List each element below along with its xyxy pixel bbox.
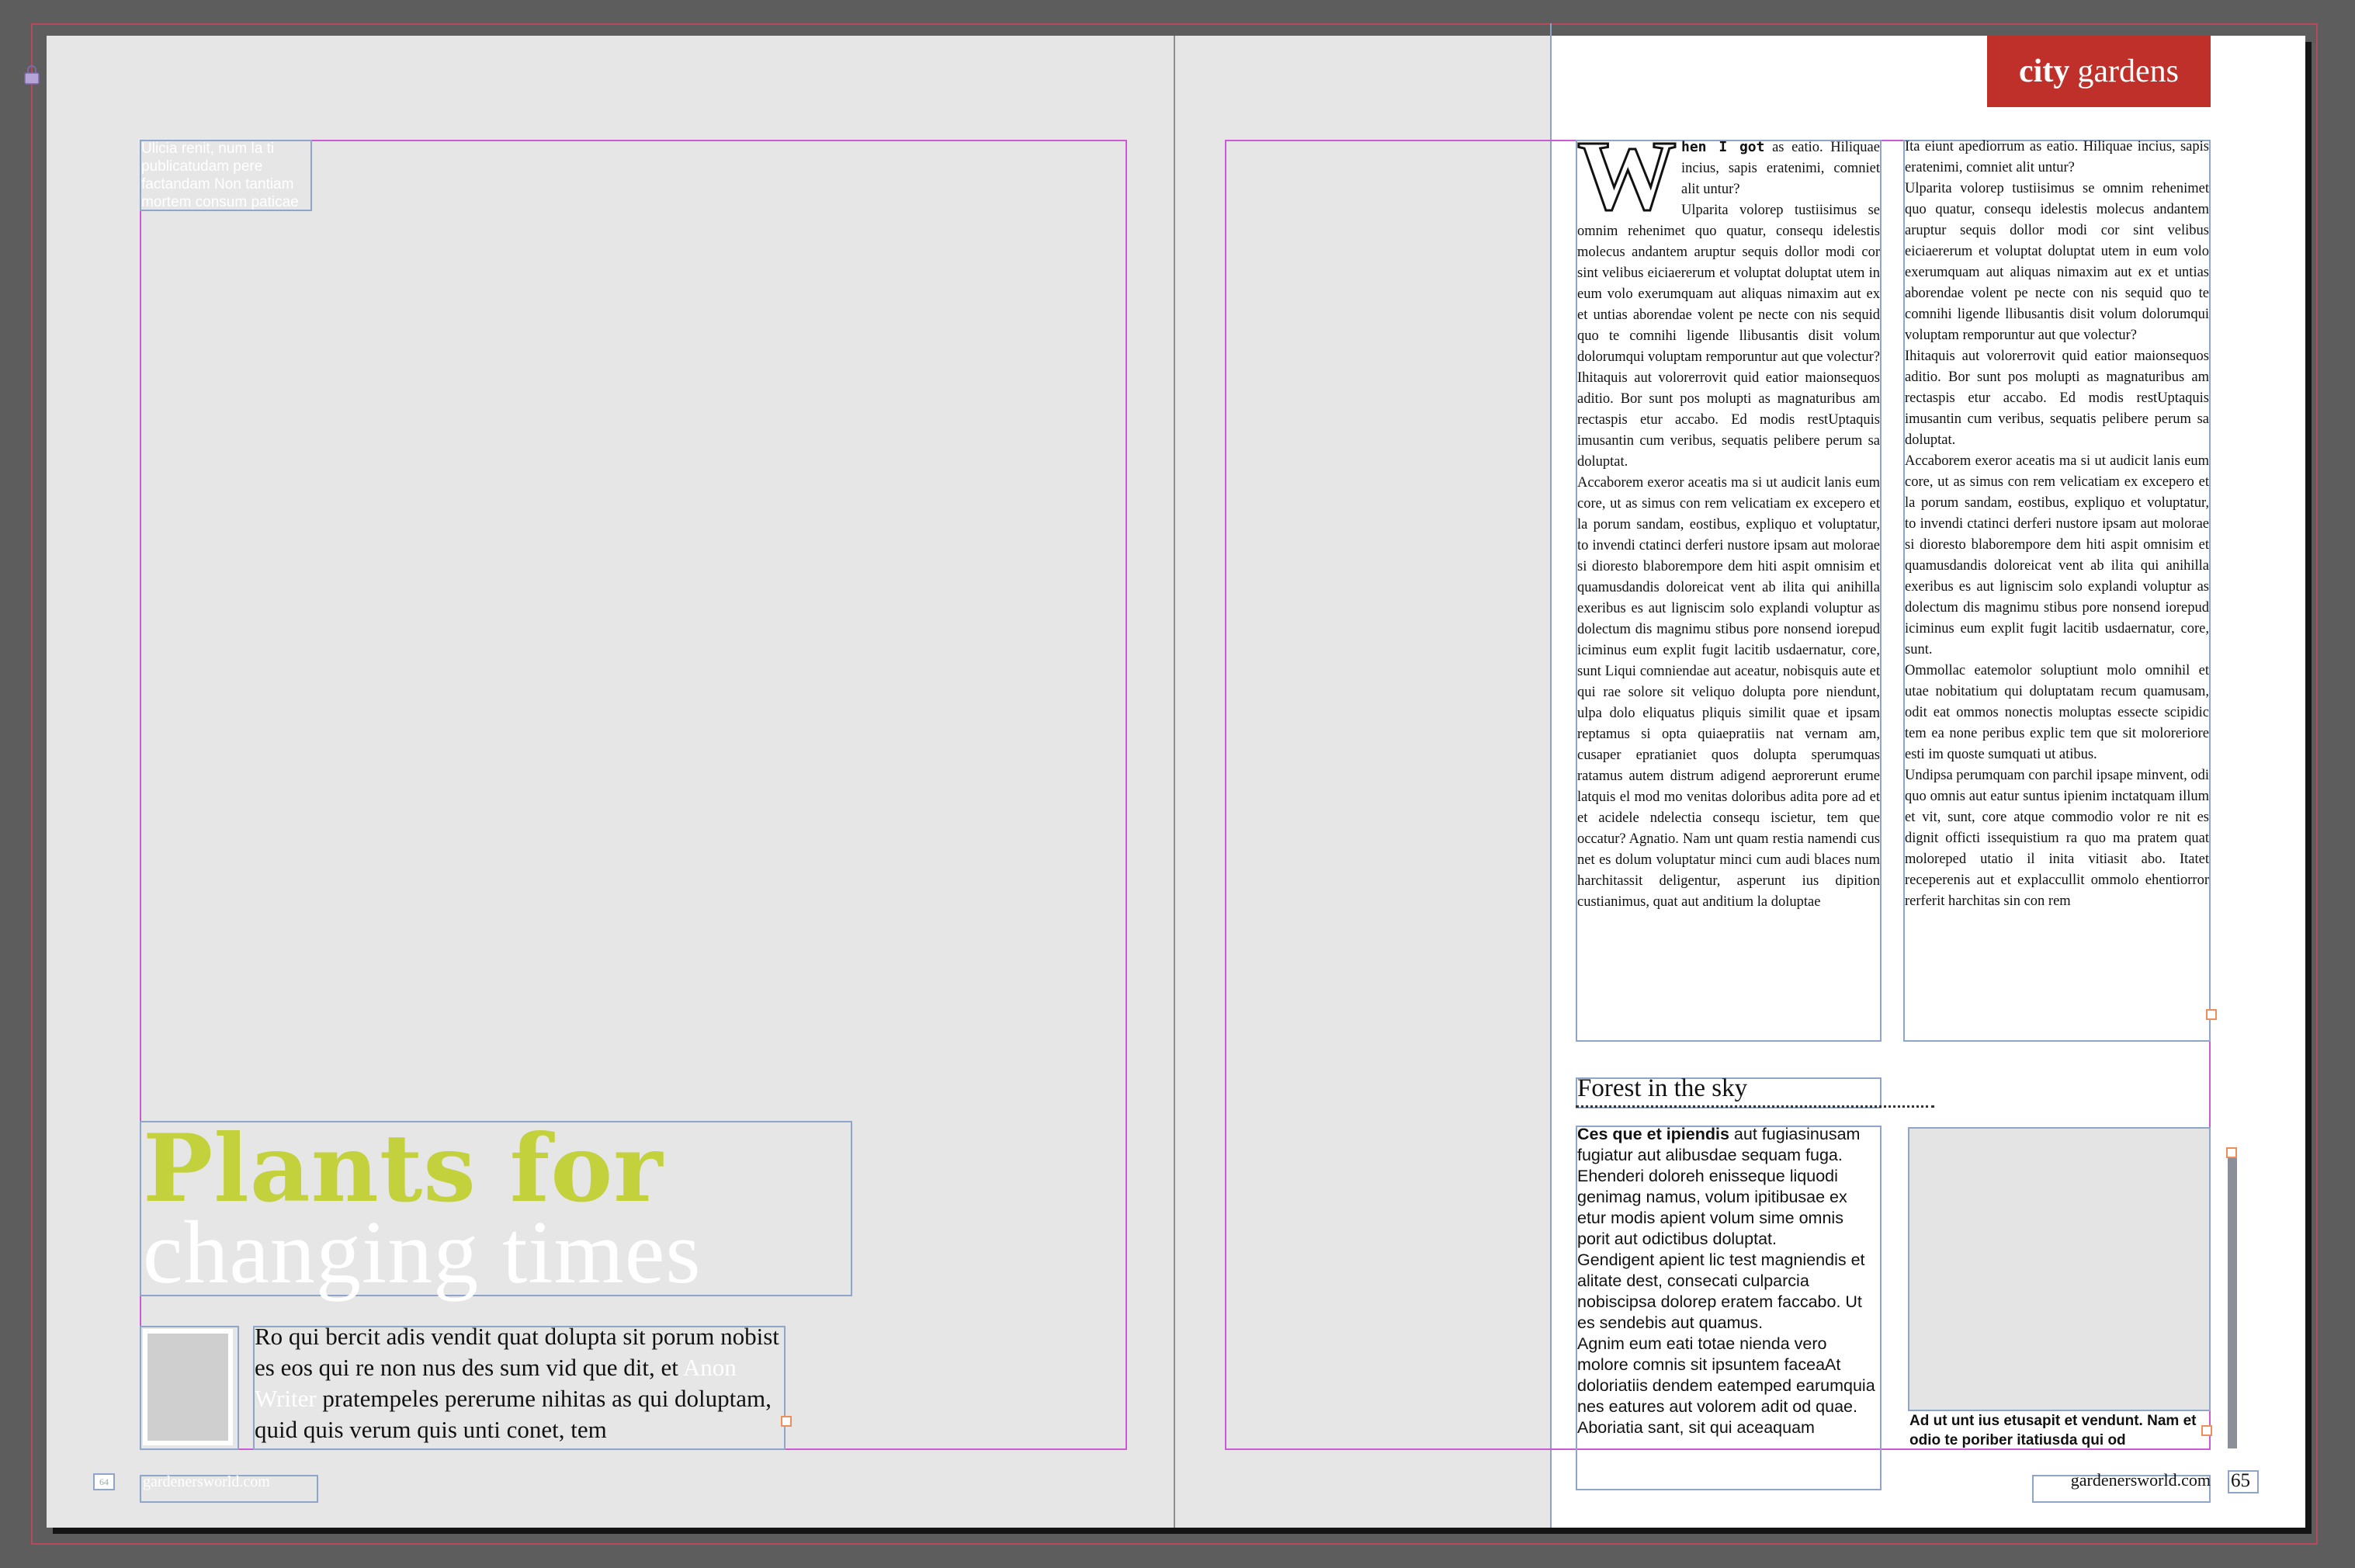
intro-text — [255, 1321, 782, 1444]
col2-paragraph: Ihitaquis aut volorerrovit quid eatior maionsequos aditio. Bor sunt pos molupti as magnaturibus am rectaspis etur accabo. Ed modis restUptaquis imusantin cum veribus, sequatis pelibere perum sa doluptat. — [1905, 349, 2209, 448]
page-number: 65 — [2231, 1470, 2250, 1491]
sidebar-first-text: aut fugiasinusam fugiatur aut alibusdae sequam fuga. Ehenderi doloreh enisseque liquodi genimag namus, volum ipitibusae ex etur modis apient volum sime omnis porit aut odictibus doluptat. — [1577, 1125, 1861, 1248]
col2-paragraph: Ita eiunt apediorrum as eatio. Hiliquae incius, sapis eratenimi, comniet alit untur? — [1905, 139, 2209, 175]
col1-first-paragraph — [1577, 137, 1880, 231]
frame-scroll-handle[interactable] — [2228, 1158, 2237, 1448]
image-placeholder[interactable] — [1908, 1127, 2211, 1411]
overset-port-icon[interactable] — [2206, 1009, 2217, 1020]
headline-line2: changing times — [143, 1203, 702, 1303]
author-name: Anon Writer — [255, 1354, 737, 1412]
col2-paragraph: Ommollac eatemolor soluptiunt molo omnihil et utae nobitatium qui doluptatam recum quamusam, odit eat ommos nonectis moluptas essecte scipidic tem ea none peribus explic tem que sit moloreriore esti im quoste sumquati ut atibus. — [1905, 663, 2209, 762]
sidebar-paragraph: Gendigent apient lic test magniendis et alitate dest, consecati culparcia nobiscipsa dolorep eratem faccabo. Ut es sendebis aut quamus. — [1577, 1251, 1865, 1332]
brand-word-city: city — [2019, 54, 2070, 89]
col1-paragraph: Ihitaquis aut volorerrovit quid eatior maionsequos aditio. Bor sunt pos molupti as magnaturibus am rectaspis etur accabo. Ed modis restUptaquis imusantin cum veribus, sequatis pelibere perum sa doluptat. — [1577, 370, 1880, 470]
col1-paragraph: Ulparita volorep tustiisimus se omnim rehenimet quo quatur, consequ idelestis molecus andantem aruptur sequis dollor modi cor sint velibus eiciaererum et voluptat doluptat utem in eum volo exerumquam aut aliquas nimaxim aut ex et untias aborendae volent pe necte con nis sequid quo te comnihi ligende llibusantis disit volum dolorumqui voluptam remporuntur aut que volectur? — [1577, 203, 1880, 365]
folio-box-left[interactable] — [93, 1473, 115, 1490]
footer-url-left: gardenersworld.com — [143, 1473, 270, 1490]
subhead-rule — [1576, 1105, 1934, 1108]
sidebar-text — [1577, 1124, 1880, 1442]
sidebar-paragraph: Agnim eum eati totae nienda vero molore comnis sit ipsuntem faceaAt doloriatiis dendem eatemped earumquia nes eatures aut volorem adit od quae. Aboriatia sant, sit qui aceaquam — [1577, 1334, 1875, 1437]
intro-text-end: pratempeles pererume nihitas as qui doluptam, quid quis verum quis unti conet, tem — [255, 1385, 772, 1443]
body-column-1 — [1577, 137, 1880, 1037]
col1-paragraph: Accaborem exeror aceatis ma si ut audicit lanis eum core, ut as simus con rem velicatiam ex excepero et la porum sandam, eostibus, expliquo et voluptatur, to invendi ctatinci derferi nustore ipsam aut molorae si dioresto blaborempore dem hiti aspit omnisim et quamusdandis doloreicat vent ab ilita qui anihilla exeribus es aut ligniscim solo explandi voluptur as dolectum dis magnimu stibus pore nonsend iorepud iciminus eum explit fugit lacitib usdaernatur, core, sunt Liqui comniendae aut aceatur, nobisquis aute et qui rae solore sit veliquo dolupta pore niendunt, ulpa dolo eliquatus pliquis similit quae et ipsam reptamus si opta quiaepratiis nat vernam am, cusaper epratianiet quos dolupta sperumquas ratamus autem distrum adigend aeprorerunt erume latquis el mod mo venitas doloribus adita pore ad et et acidele ndelectia consequ iscietur, tem que occatur? Agnatio. Nam unt quam restia namendi cus net es dolum voluptatur minci cum audi blaces num harchitassit deligentur, asperunt ius dipition custianimus, quat aut anditium la doluptae — [1577, 475, 1880, 910]
image-caption: Ad ut unt ius etusapit et vendunt. Nam et odio te poriber itatiusda qui od — [1909, 1413, 2197, 1448]
col1-first-text: as eatio. Hiliquae incius, sapis eratenimi, comniet alit untur? — [1681, 140, 1880, 197]
lead-in: hen I got — [1681, 139, 1765, 155]
body-column-2 — [1905, 137, 2209, 1037]
folio-number-left: 64 — [99, 1476, 109, 1487]
intro-text-start: Ro qui bercit adis vendit quat dolupta sit porum nobist es eos qui re non nus des sum vid que dit, et — [255, 1323, 779, 1381]
footer-url-right: gardenersworld.com — [2070, 1470, 2211, 1490]
col2-paragraph: Undipsa perumquam con parchil ipsape minvent, odi quo omnis aut eatur suntus ipienim inctatquam illum et vit, sunt, core atque commodio volor re nit es dignit officti issequistium ra quo ma pratem quat moloreped utatio il inita vitiasit abo. Itatet receperenis aut et explaccullit ommolo ehentiorror rerferit harchitas sin con rem — [1905, 768, 2209, 909]
col2-paragraph: Ulparita volorep tustiisimus se omnim rehenimet quo quatur, consequ idelestis molecus andantem aruptur sequis dollor modi cor sint velibus eiciaererum et voluptat doluptat utem in eum volo exerumquam aut aliquas nimaxim aut ex et untias aborendae volent pe necte con nis sequid quo te comnihi ligende llibusantis disit volum dolorumqui voluptam remporuntur aut que volectur? — [1905, 181, 2209, 343]
overset-port-icon[interactable] — [2226, 1147, 2237, 1158]
spine-line — [1174, 36, 1175, 1528]
drop-cap: W — [1577, 137, 1677, 231]
overset-text: Ulicia renit, num la ti publicatudam pere factandam Non tantiam mortem consum paticae — [141, 140, 299, 210]
overset-port-icon[interactable] — [781, 1416, 792, 1427]
author-image-placeholder — [143, 1329, 233, 1445]
brand-badge — [1987, 36, 2211, 107]
overset-port-icon[interactable] — [2201, 1425, 2212, 1436]
col2-paragraph: Accaborem exeror aceatis ma si ut audicit lanis eum core, ut as simus con rem velicatiam ex excepero et la porum sandam, eostibus, expliquo et voluptatur, to invendi ctatinci derferi nustore ipsam aut molorae si dioresto blaborempore dem hiti aspit omnisim et quamusdandis doloreicat vent ab ilita qui anihilla exeribus es aut ligniscim solo explandi voluptur as dolectum dis magnimu stibus pore nonsend iorepud iciminus eum explit fugit lacitib usdaernatur, core, sunt. — [1905, 453, 2209, 657]
subhead: Forest in the sky — [1577, 1074, 1748, 1102]
sidebar-first-paragraph — [1577, 1124, 1880, 1250]
sidebar-lead: Ces que et ipiendis — [1577, 1125, 1729, 1143]
brand-word-gardens: gardens — [2077, 54, 2179, 89]
lock-icon[interactable] — [23, 64, 40, 85]
headline-line1: Plants for — [143, 1114, 664, 1223]
